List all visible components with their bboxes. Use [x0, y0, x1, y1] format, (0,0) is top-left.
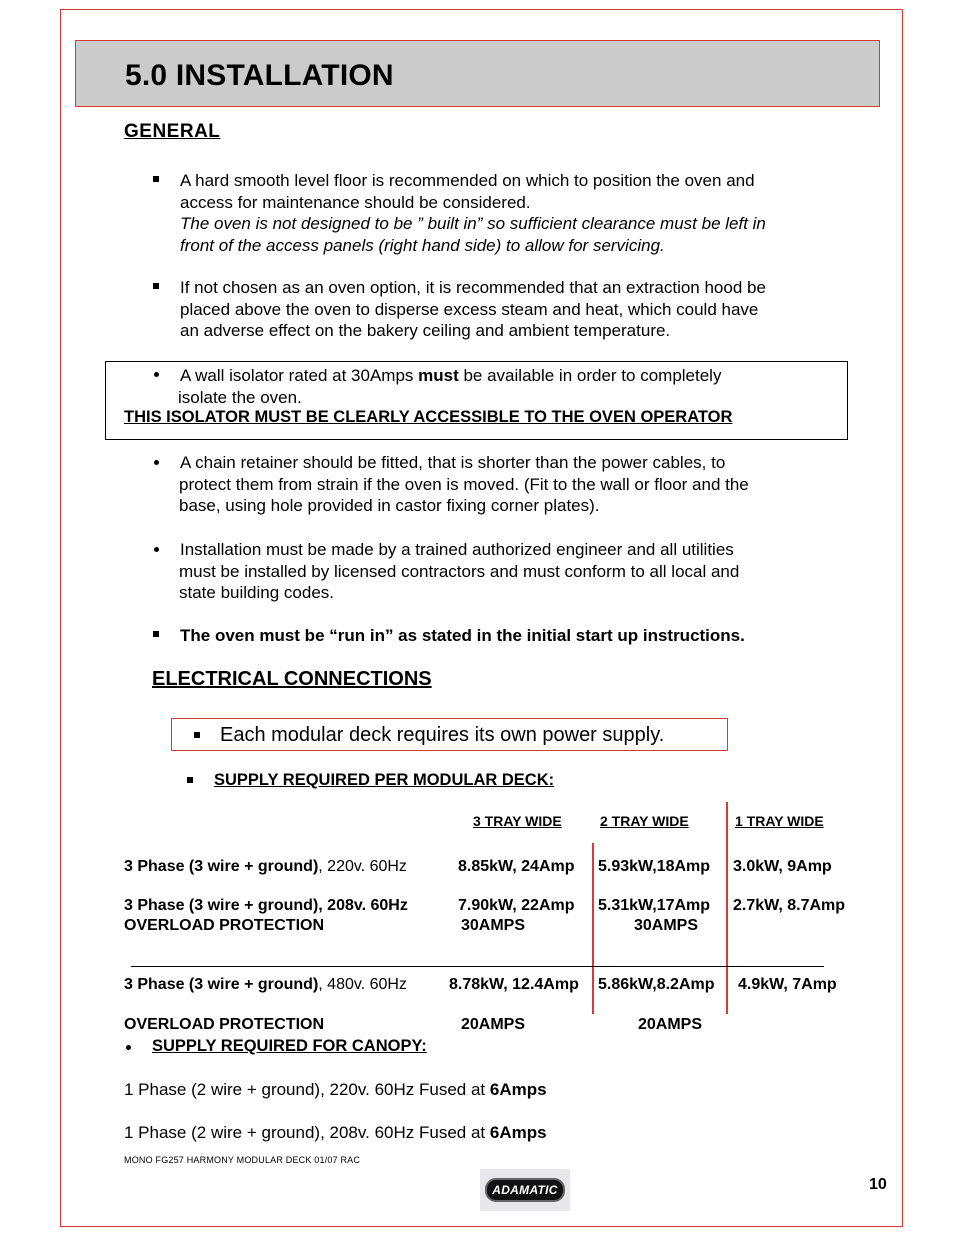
overload-1-2tray: 30AMPS: [634, 917, 699, 934]
logo-badge: [485, 1178, 565, 1202]
logo-text: ADAMATIC: [492, 1183, 558, 1197]
row-208v-2tray: 5.31kW,17Amp: [598, 897, 711, 914]
adamatic-logo: [480, 1169, 570, 1211]
bullet-marker: [194, 732, 200, 738]
supply-heading: SUPPLY REQUIRED PER MODULAR DECK:: [214, 771, 555, 789]
bullet-marker: [154, 460, 159, 465]
row-208v-3tray: 7.90kW, 22Amp: [458, 897, 575, 914]
bullet-marker: [187, 777, 193, 783]
table-rule: [131, 966, 824, 967]
general-bullet-1: A hard smooth level floor is recommended on which to position the oven and access for maintenance should be considered. The oven is not designed to be ” built in” so sufficient clearance must be left in front of the access panels (right hand side) to allow for servicing.: [180, 171, 766, 255]
overload-1-3tray: 30AMPS: [461, 917, 526, 934]
col-header-2-tray: 2 TRAY WIDE: [600, 813, 689, 829]
own-supply-text: Each modular deck requires its own power supply.: [220, 724, 665, 746]
bullet-marker: [153, 283, 159, 289]
row-220v-label: 3 Phase (3 wire + ground), 220v. 60Hz: [124, 858, 407, 875]
isolator-warning: THIS ISOLATOR MUST BE CLEARLY ACCESSIBLE TO THE OVEN OPERATOR: [124, 408, 733, 426]
row-480v-3tray: 8.78kW, 12.4Amp: [449, 976, 579, 993]
row-220v-3tray: 8.85kW, 24Amp: [458, 858, 575, 875]
overload-2-3tray: 20AMPS: [461, 1016, 526, 1033]
column-divider: [726, 802, 728, 1014]
general-bullet-6: The oven must be “run in” as stated in the initial start up instructions.: [180, 626, 745, 645]
column-divider: [592, 843, 594, 1014]
overload-2-label: OVERLOAD PROTECTION: [124, 1016, 325, 1033]
row-220v-1tray: 3.0kW, 9Amp: [733, 858, 832, 875]
page-title: 5.0 INSTALLATION: [125, 59, 394, 92]
bullet-marker: [153, 631, 159, 637]
overload-1-label: OVERLOAD PROTECTION: [124, 917, 325, 934]
page-number: 10: [869, 1176, 887, 1193]
bullet-marker: [154, 372, 159, 377]
bullet-marker: [126, 1045, 131, 1050]
general-bullet-2: If not chosen as an oven option, it is recommended that an extraction hood be placed above the oven to disperse excess steam and heat, which could have an adverse effect on the bakery ceiling and ambient temperature.: [180, 278, 766, 340]
bullet-marker: [153, 176, 159, 182]
general-bullet-5: Installation must be made by a trained authorized engineer and all utilities must be installed by licensed contractors and must conform to all local and state building codes.: [179, 540, 740, 602]
general-bullet-4: A chain retainer should be fitted, that is shorter than the power cables, to protect them from strain if the oven is moved. (Fit to the wall or floor and the base, using hole provided in castor fixing corner plates).: [179, 453, 749, 515]
row-220v-2tray: 5.93kW,18Amp: [598, 858, 711, 875]
col-header-1-tray: 1 TRAY WIDE: [735, 813, 824, 829]
row-480v-2tray: 5.86kW,8.2Amp: [598, 976, 715, 993]
general-bullet-3: A wall isolator rated at 30Amps must be available in order to completely isolate the oven.: [178, 366, 722, 407]
canopy-heading: SUPPLY REQUIRED FOR CANOPY:: [152, 1037, 427, 1055]
row-480v-1tray: 4.9kW, 7Amp: [738, 976, 837, 993]
col-header-3-tray: 3 TRAY WIDE: [473, 813, 562, 829]
electrical-heading: ELECTRICAL CONNECTIONS: [152, 668, 432, 690]
general-heading: GENERAL: [124, 121, 221, 142]
canopy-208v: 1 Phase (2 wire + ground), 208v. 60Hz Fused at 6Amps: [124, 1123, 547, 1142]
overload-2-2tray: 20AMPS: [638, 1016, 703, 1033]
title-bar: [75, 40, 880, 107]
row-480v-label: 3 Phase (3 wire + ground), 480v. 60Hz: [124, 976, 407, 993]
canopy-220v: 1 Phase (2 wire + ground), 220v. 60Hz Fused at 6Amps: [124, 1080, 547, 1099]
row-208v-label: 3 Phase (3 wire + ground), 208v. 60Hz: [124, 897, 408, 914]
footer-doc-ref: MONO FG257 HARMONY MODULAR DECK 01/07 RAC: [124, 1155, 361, 1165]
bullet-marker: [154, 547, 159, 552]
row-208v-1tray: 2.7kW, 8.7Amp: [733, 897, 846, 914]
